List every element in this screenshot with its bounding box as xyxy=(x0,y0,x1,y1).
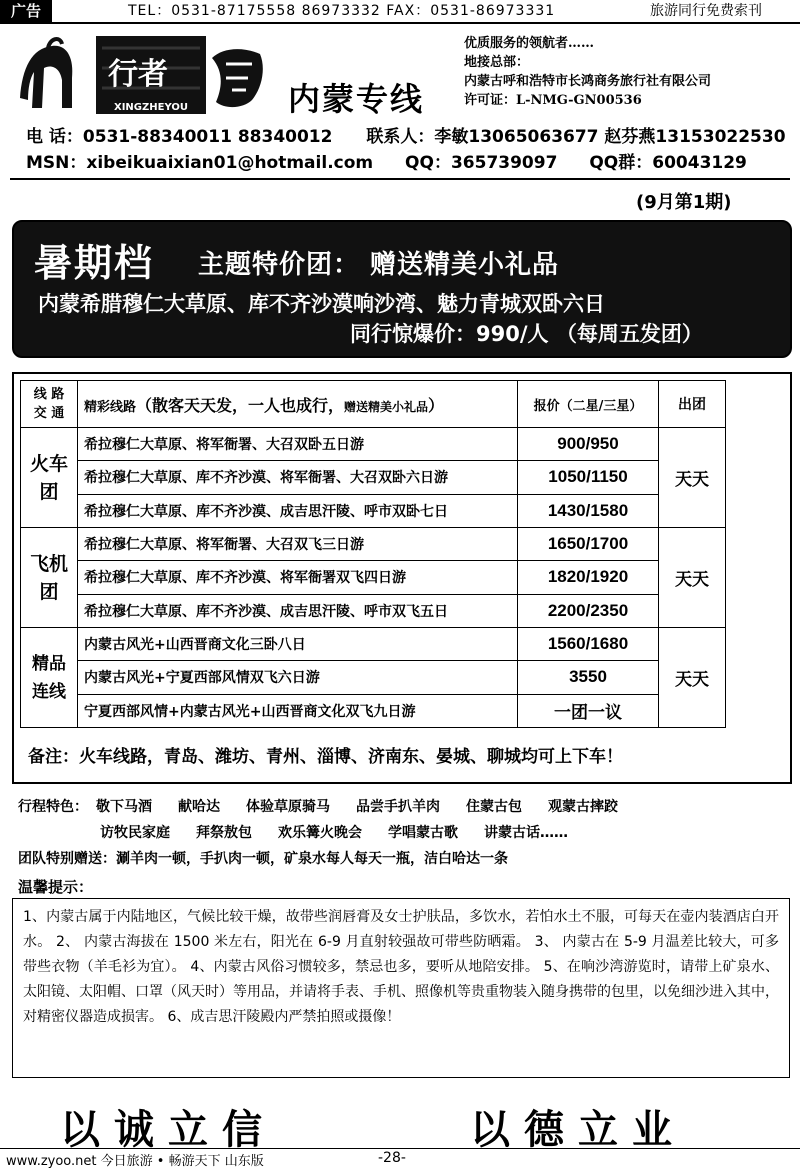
promo-banner xyxy=(12,220,792,358)
route-price: 1050/1150 xyxy=(518,461,659,494)
logo-pinyin: XINGZHEYOU xyxy=(114,102,188,113)
footer-site: www.zyoo.net 今日旅游 • 畅游天下 山东版 xyxy=(6,1154,264,1169)
table-row xyxy=(21,594,726,627)
tips-title: 温馨提示： xyxy=(18,878,94,896)
table-row xyxy=(21,461,726,494)
table-row xyxy=(21,561,726,594)
team-gift: 团队特别赠送：涮羊肉一顿，手扒肉一顿，矿泉水每人每天一瓶，洁白哈达一条 xyxy=(18,851,508,867)
route-price: 1820/1920 xyxy=(518,561,659,594)
feature-item: 观蒙古摔跤 xyxy=(548,799,618,815)
issue-number: (9月第1期) xyxy=(636,192,732,213)
banner-sub: 主题特价团： 赠送精美小礼品 xyxy=(198,250,560,280)
route-price: 1560/1680 xyxy=(518,628,659,661)
feature-item: 体验草原骑马 xyxy=(246,799,330,815)
banner-route: 内蒙希腊穆仁大草原、库不齐沙漠响沙湾、魅力青城双卧六日 xyxy=(38,292,605,316)
route-price: 3550 xyxy=(518,661,659,694)
tips-box xyxy=(12,898,790,1078)
ad-tag: 广告 xyxy=(0,0,52,22)
header-contact: TEL：0531-87175558 86973332 FAX：0531-86973331 xyxy=(128,3,556,19)
slogan-line-2: 地接总部： xyxy=(464,55,530,70)
banner-main: 暑期档 xyxy=(34,241,155,285)
route-price: 900/950 xyxy=(518,428,659,461)
page-number: -28- xyxy=(378,1150,406,1166)
col-depart: 出团 xyxy=(659,381,726,428)
feature-item: 住蒙古包 xyxy=(466,799,522,815)
route-name: 希拉穆仁大草原、库不齐沙漠、将军衙署、大召双卧六日游 xyxy=(78,461,518,494)
motto-left: 以诚立信 xyxy=(60,1106,276,1153)
footer-divider xyxy=(0,1148,800,1149)
msn-address: xibeikuaixian01@hotmail.com xyxy=(86,153,374,173)
route-name: 希拉穆仁大草原、库不齐沙漠、将军衙署双飞四日游 xyxy=(78,561,518,594)
feature-item: 学唱蒙古歌 xyxy=(388,825,458,841)
route-departure: 天天 xyxy=(659,428,726,528)
header-right-text: 旅游同行免费索刊 xyxy=(650,3,762,19)
features-row-1: 行程特色： 敬下马酒 献哈达 体验草原骑马 品尝手扒羊肉 住蒙古包 观蒙古摔跤 xyxy=(18,799,618,815)
route-departure: 天天 xyxy=(659,628,726,728)
slogan-line-4: 许可证：L-NMG-GN00536 xyxy=(464,93,642,108)
route-name: 内蒙古风光+山西晋商文化三卧八日 xyxy=(78,628,518,661)
feature-item: 品尝手扒羊肉 xyxy=(356,799,440,815)
table-row xyxy=(21,494,726,527)
features-row-2 xyxy=(18,820,644,846)
route-name: 希拉穆仁大草原、库不齐沙漠、成吉思汗陵、呼市双卧七日 xyxy=(78,494,518,527)
table-row xyxy=(21,661,726,694)
company-logo xyxy=(12,28,274,120)
col-route: 精彩线路（散客天天发，一人也成行，赠送精美小礼品） xyxy=(78,381,518,428)
table-row xyxy=(21,694,726,727)
slogan-line-1: 优质服务的领航者…… xyxy=(464,36,595,51)
feature-item: 访牧民家庭 xyxy=(100,825,170,841)
route-name: 希拉穆仁大草原、库不齐沙漠、成吉思汗陵、呼市双飞五日 xyxy=(78,594,518,627)
feature-item: 献哈达 xyxy=(178,799,220,815)
phone-row: 电 话：0531-88340011 88340012 联系人：李敏13065063677 赵芬燕13153022530 xyxy=(26,127,786,147)
col-category: 线 路 交 通 xyxy=(21,381,78,428)
phone-number: 0531-88340011 88340012 xyxy=(82,127,333,147)
qq-number: 365739097 xyxy=(450,153,558,173)
table-row xyxy=(21,428,726,461)
motto-right: 以德立业 xyxy=(470,1106,686,1153)
route-category: 飞机团 xyxy=(21,528,78,628)
msn-row: MSN：xibeikuaixian01@hotmail.com QQ：365739097 QQ群：60043129 xyxy=(26,153,747,173)
feature-item: 讲蒙古话…… xyxy=(484,825,568,841)
route-price: 2200/2350 xyxy=(518,594,659,627)
feature-item: 敬下马酒 xyxy=(96,799,152,815)
slogan-box xyxy=(464,34,788,124)
route-name: 希拉穆仁大草原、将军衙署、大召双卧五日游 xyxy=(78,428,518,461)
route-category: 精品连线 xyxy=(21,628,78,728)
feature-item: 拜祭敖包 xyxy=(196,825,252,841)
col-price: 报价（二星/三星） xyxy=(518,381,659,428)
logo-text: 行者 xyxy=(108,57,168,92)
route-category: 火车团 xyxy=(21,428,78,528)
route-name: 内蒙古风光+宁夏西部风情双飞六日游 xyxy=(78,661,518,694)
qq-group: 60043129 xyxy=(652,153,747,173)
banner-price: 同行惊爆价：990/人 （每周五发团） xyxy=(350,322,703,346)
feature-item: 欢乐篝火晚会 xyxy=(278,825,362,841)
line-title: 内蒙专线 xyxy=(288,80,425,118)
header-divider xyxy=(10,178,790,180)
table-row xyxy=(21,628,726,661)
contact-person: 李敏13065063677 赵芬燕13153022530 xyxy=(434,127,786,147)
table-row xyxy=(21,528,726,561)
tips-text: 1、内蒙古属于内陆地区，气候比较干燥，故带些润唇膏及女士护肤品，多饮水，若怕水土不服，可每天在壶内装酒店白开水。 2、 内蒙古海拔在 1500 米左右，阳光在 6-9 月直射较强故可带些防晒霜。 3、 内蒙古在 5-9 月温差比较大，可多带些衣物（羊毛衫为宜）。 4、内蒙古风俗习惯较多，禁忌也多，要听从地陪安排。 5、在响沙湾游览时，请带上矿泉水、太阳镜、太阳帽、口罩（风天时）等用品，并请将手表、手机、照像机等贵重物装入随身携带的包里，以免细沙进入其中，对精密仪器造成损害。 6、成吉思汗陵殿内严禁拍照或摄像！ xyxy=(23,909,779,1025)
route-price: 1650/1700 xyxy=(518,528,659,561)
route-price: 1430/1580 xyxy=(518,494,659,527)
table-note: 备注：火车线路，青岛、潍坊、青州、淄博、济南东、晏城、聊城均可上下车！ xyxy=(28,747,623,767)
price-table xyxy=(20,380,726,728)
route-table xyxy=(12,372,792,784)
route-name: 希拉穆仁大草原、将军衙署、大召双飞三日游 xyxy=(78,528,518,561)
slogan-line-3: 内蒙古呼和浩特市长鸿商务旅行社有限公司 xyxy=(464,74,712,89)
route-departure: 天天 xyxy=(659,528,726,628)
route-price: 一团一议 xyxy=(518,694,659,727)
trip-features xyxy=(18,794,644,872)
route-name: 宁夏西部风情+内蒙古风光+山西晋商文化双飞九日游 xyxy=(78,694,518,727)
